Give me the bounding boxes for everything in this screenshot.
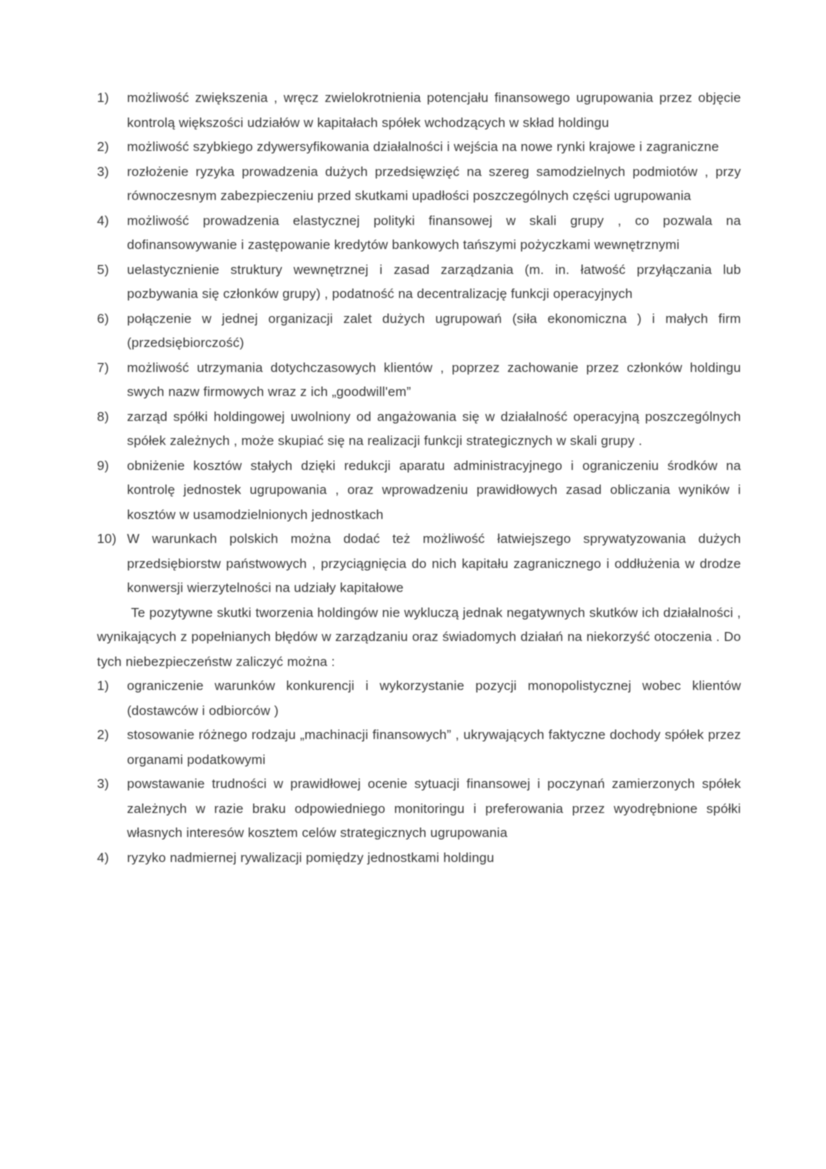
list-item-number: 2) <box>97 727 110 742</box>
list-item <box>97 454 741 528</box>
risks-list <box>97 674 741 870</box>
list-item <box>97 527 741 601</box>
list-item-number: 7) <box>97 359 110 375</box>
list-item <box>97 160 741 209</box>
list-item <box>97 723 741 772</box>
list-item-text: możliwość zwiększenia , wręcz zwielokrotnienia potencjału finansowego ugrupowania przez objęcie kontrolą większości udziałów w kapitałach spółek wchodzących w skład holdingu <box>127 90 741 130</box>
list-item-number: 4) <box>97 849 110 865</box>
list-item-text: stosowanie różnego rodzaju „machinacji finansowych” , ukrywających faktyczne dochody spółek przez organami podatkowymi <box>127 727 741 767</box>
list-item-text: możliwość utrzymania dotychczasowych klientów , poprzez zachowanie przez członków holdingu swych nazw firmowych wraz z ich „goodwill'em” <box>127 359 741 399</box>
list-item-number: 6) <box>97 310 110 326</box>
list-item-number: 2) <box>97 139 110 154</box>
list-item-number: 3) <box>97 776 110 791</box>
list-item-text: możliwość szybkiego zdywersyfikowania działalności i wejścia na nowe rynki krajowe i zagraniczne <box>127 139 719 154</box>
advantages-list <box>97 86 741 601</box>
list-item-text: ograniczenie warunków konkurencji i wykorzystanie pozycji monopolistycznej wobec klientów (dostawców i odbiorców ) <box>127 678 741 718</box>
list-item-text: obniżenie kosztów stałych dzięki redukcji aparatu administracyjnego i ograniczeniu środków na kontrolę jednostek ugrupowania , oraz wprowadzeniu prawidłowych zasad obliczania wyników i kosztów w usamodzielnionych jednostkach <box>127 457 741 522</box>
list-item-text: zarząd spółki holdingowej uwolniony od angażowania się w działalność operacyjną poszczególnych spółek zależnych , może skupiać się na realizacji funkcji strategicznych w skali grupy . <box>127 408 741 448</box>
list-item-number: 10) <box>97 531 117 546</box>
list-item <box>97 772 741 846</box>
list-item <box>97 356 741 405</box>
list-item-number: 8) <box>97 408 110 424</box>
list-item-text: uelastycznienie struktury wewnętrznej i zasad zarządzania (m. in. łatwość przyłączania lub pozbywania się członków grupy) , podatność na decentralizację funkcji operacyjnych <box>127 261 741 301</box>
list-item-number: 5) <box>97 261 110 277</box>
list-item-text: ryzyko nadmiernej rywalizacji pomiędzy jednostkami holdingu <box>127 849 495 865</box>
list-item-number: 4) <box>97 212 110 228</box>
list-item-text: możliwość prowadzenia elastycznej polityki finansowej w skali grupy , co pozwala na dofinansowywanie i zastępowanie kredytów bankowych tańszymi pożyczkami wewnętrznymi <box>127 212 741 252</box>
list-item-number: 9) <box>97 457 110 473</box>
list-item <box>97 209 741 258</box>
list-item <box>97 307 741 356</box>
list-item <box>97 86 741 135</box>
list-item <box>97 258 741 307</box>
document-text-block <box>97 86 741 870</box>
list-item-number: 1) <box>97 90 110 105</box>
list-item-number: 3) <box>97 163 110 179</box>
list-item <box>97 135 741 160</box>
list-item <box>97 674 741 723</box>
list-item <box>97 846 741 871</box>
list-item-text: połączenie w jednej organizacji zalet dużych ugrupowań (siła ekonomiczna ) i małych firm (przedsiębiorczość) <box>127 310 741 350</box>
list-item-text: powstawanie trudności w prawidłowej ocenie sytuacji finansowej i poczynań zamierzonych spółek zależnych w razie braku odpowiedniego monitoringu i preferowania przez wyodrębnione spółki własnych interesów kosztem celów strategicznych ugrupowania <box>127 776 741 840</box>
list-item-number: 1) <box>97 678 110 693</box>
list-item-text: rozłożenie ryzyka prowadzenia dużych przedsięwzięć na szereg samodzielnych podmiotów , przy równoczesnym zabezpieczeniu przed skutkami upadłości poszczególnych części ugrupowania <box>127 163 741 203</box>
list-item <box>97 405 741 454</box>
body-paragraph: Te pozytywne skutki tworzenia holdingów nie wykluczą jednak negatywnych skutków ich działalności , wynikających z popełnianych błędów w zarządzaniu oraz świadomych działań na niekorzyść otoczenia . Do tych niebezpieczeństw zaliczyć można : <box>97 604 741 669</box>
list-item-text: W warunkach polskich można dodać też możliwość łatwiejszego sprywatyzowania dużych przedsiębiorstw państwowych , przyciągnięcia do nich kapitału zagranicznego i oddłużenia w drodze konwersji wierzytelności na udziały kapitałowe <box>127 531 741 595</box>
